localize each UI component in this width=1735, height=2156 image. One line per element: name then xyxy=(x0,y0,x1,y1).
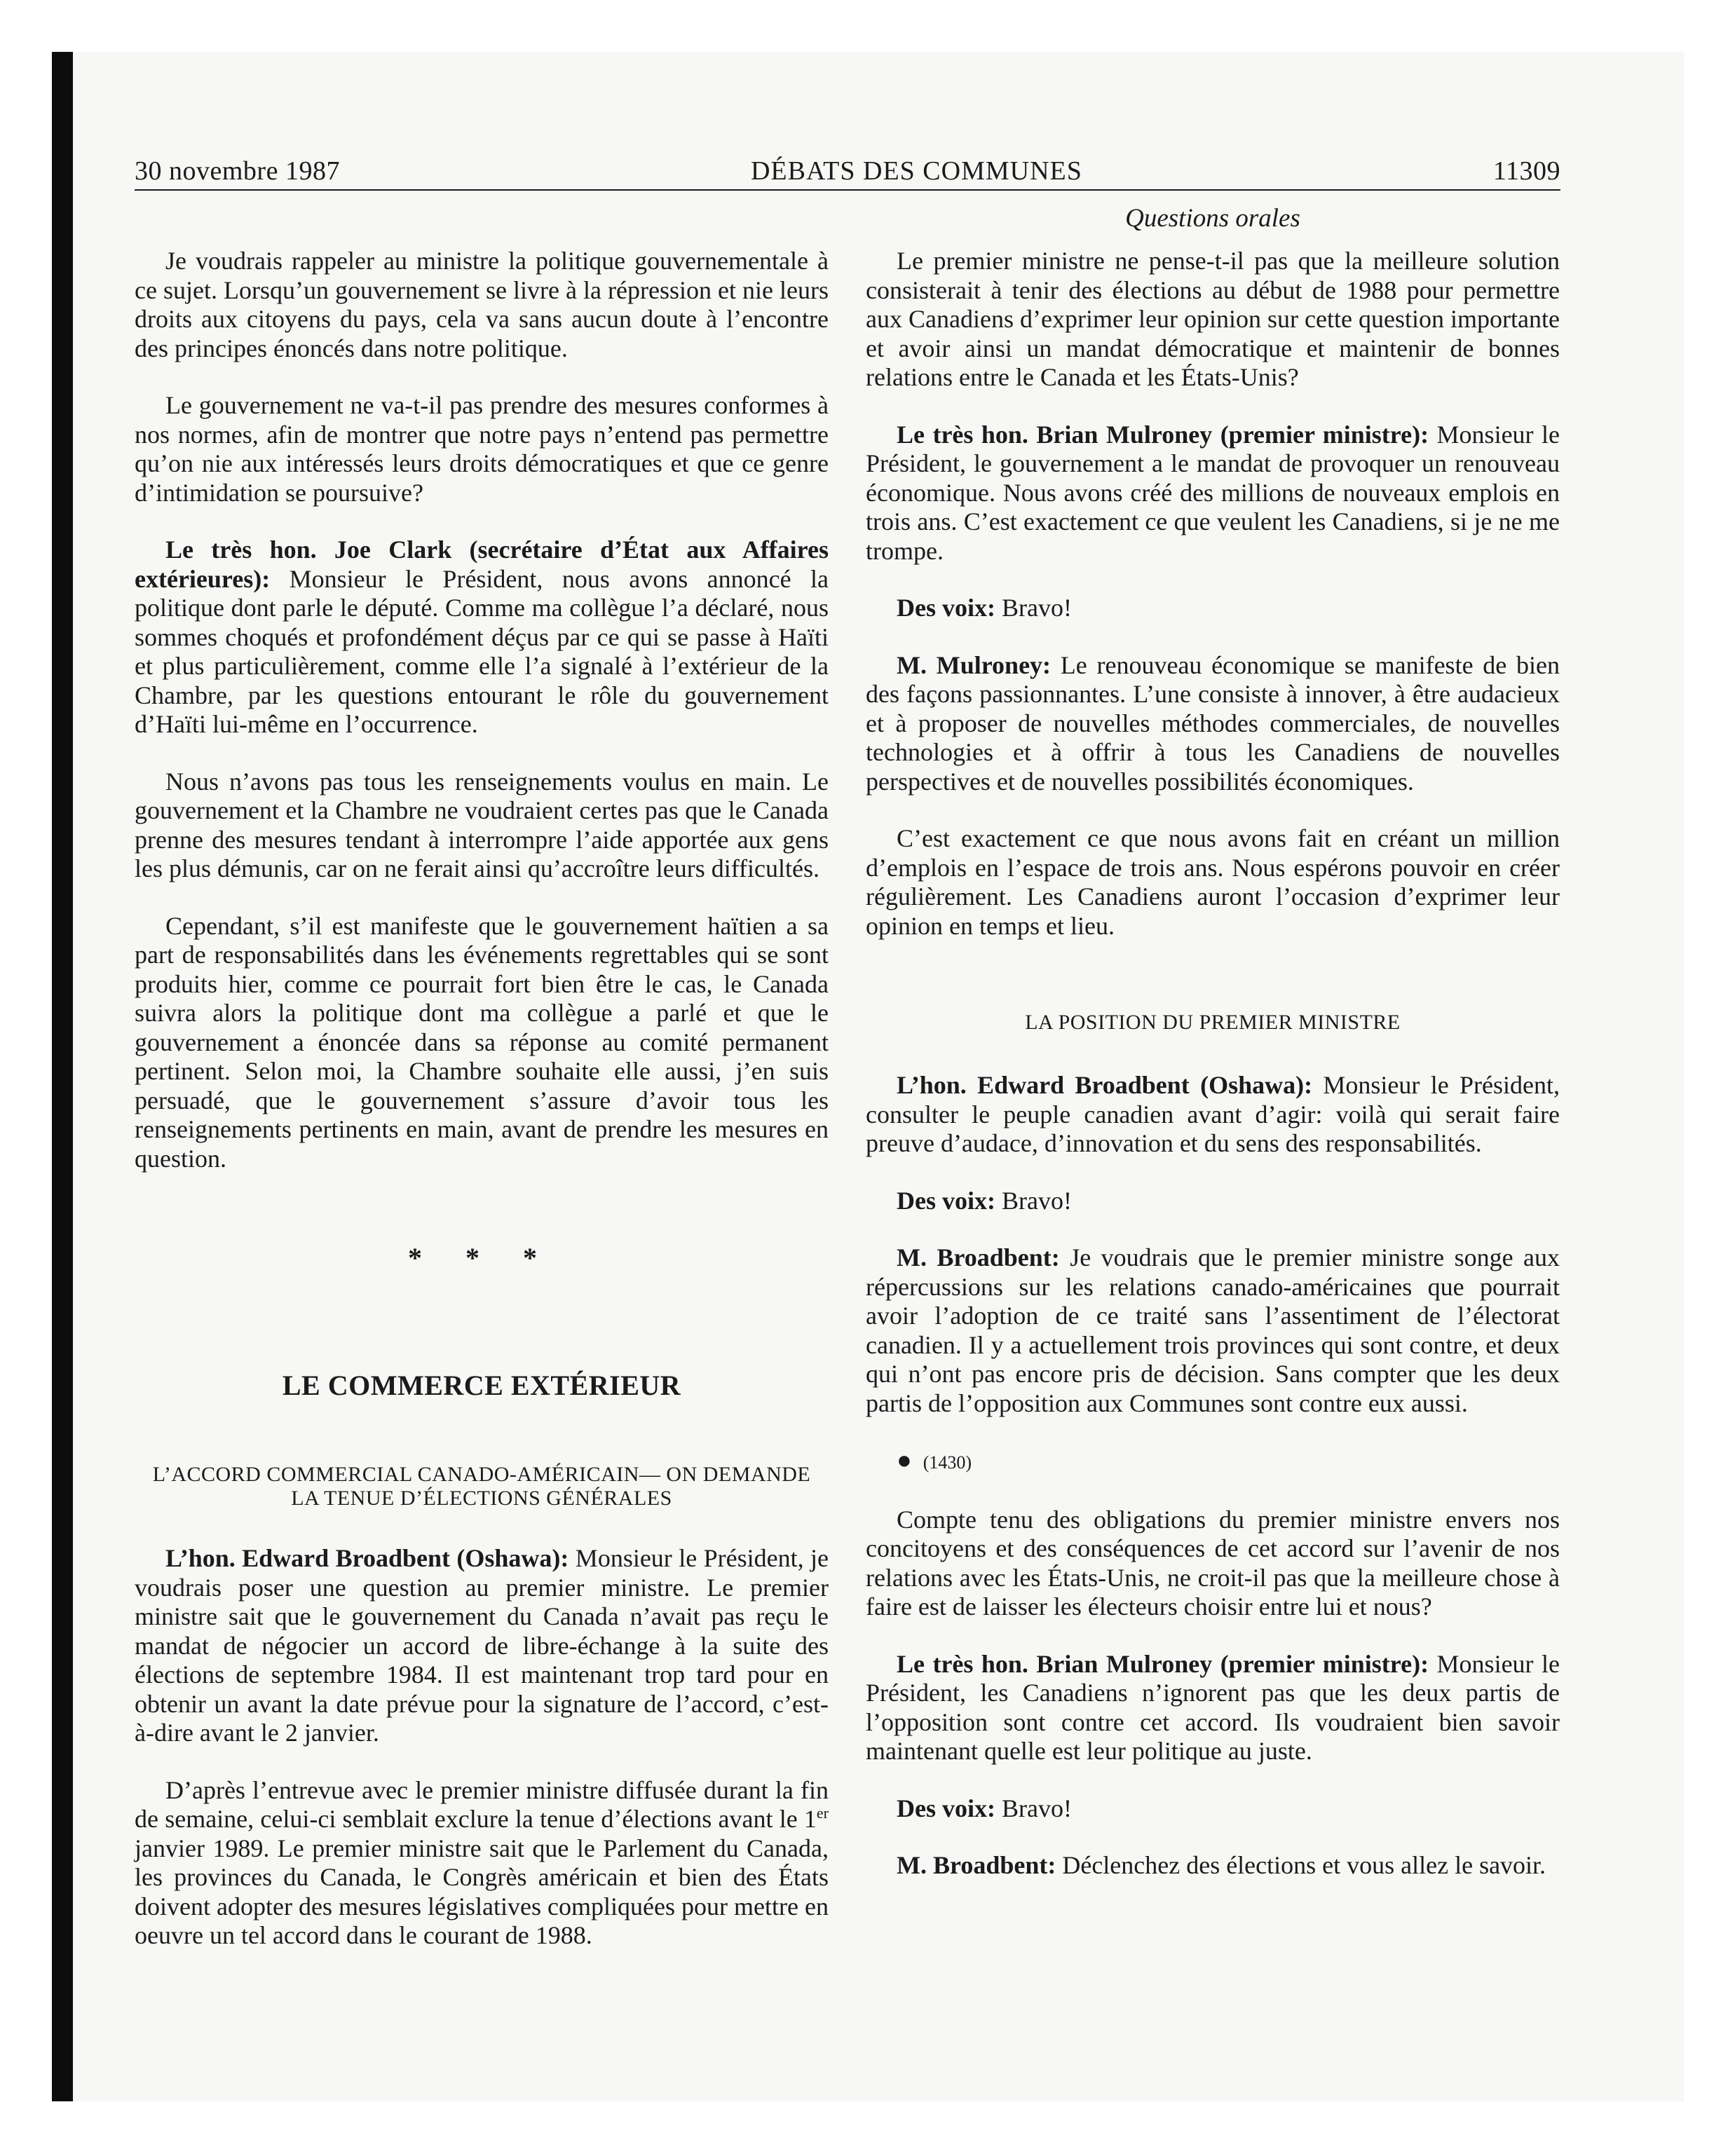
speech-text: janvier 1989. Le premier ministre sait que le Parlement du Canada, les provinces du Canada, le Congrès américain et bien des États doivent adopter des mesures législatives compliquées pour mettre en oeuvre un tel accord dans le courant de 1988. xyxy=(135,1834,829,1949)
speech-text: Monsieur le Président, le gouvernement a le mandat de provoquer un renouveau économique. Nous avons créé des millions de nouveaux emplois en trois ans. C’est exactement ce que veulent les Canadiens, si je ne me trompe. xyxy=(866,420,1560,565)
section-subtitle-line: LA TENUE D’ÉLECTIONS GÉNÉRALES xyxy=(291,1487,672,1510)
section-title: LE COMMERCE EXTÉRIEUR xyxy=(282,1369,681,1401)
speech-text: Je voudrais que le premier ministre songe aux répercussions sur les relations canado-américaines que pourrait avoir l’adoption de ce traité sans l’assentiment de l’électorat canadien. Il y a actuellement trois provinces qui sont contre, et deux qui n’ont pas encore pris de décision. Sans compter que les deux partis de l’opposition aux Communes sont contre eux aussi. xyxy=(866,1243,1560,1417)
speech-text: Bravo! xyxy=(995,1794,1072,1822)
right-column xyxy=(866,247,1560,1909)
paragraph xyxy=(866,421,1560,566)
speech-text: Bravo! xyxy=(995,1186,1072,1215)
paragraph xyxy=(866,1851,1560,1881)
section-subtitle xyxy=(135,1463,829,1510)
speech-text: Monsieur le Président, nous avons annoncé la politique dont parle le député. Comme ma collègue l’a déclaré, nous sommes choqués et profondément déçus par ce qui se passe à Haïti et plus particulièrement, comme elle l’a signalé à l’extérieur de la Chambre, par les questions entourant le rôle du gouvernement d’Haïti lui-même en l’occurrence. xyxy=(135,564,829,738)
speaker-name: L’hon. Edward Broadbent (Oshawa): xyxy=(897,1071,1313,1099)
paragraph xyxy=(866,1071,1560,1159)
left-column xyxy=(135,247,829,1979)
paragraph xyxy=(135,1544,829,1748)
speech-text: Bravo! xyxy=(995,594,1072,622)
section-separator: * * * xyxy=(408,1242,555,1274)
header-date: 30 novembre 1987 xyxy=(135,156,340,186)
ordinal-suffix: er xyxy=(816,1804,829,1822)
paragraph: Le premier ministre ne pense-t-il pas que la meilleure solution consisterait à tenir des élections au début de 1988 pour permettre aux Canadiens d’exprimer leur opinion sur cette question importante et avoir ainsi un mandat démocratique et maintenir de bonnes relations entre le Canada et les États-Unis? xyxy=(866,247,1560,391)
speech-text: Déclenchez des élections et vous allez le savoir. xyxy=(1056,1851,1546,1879)
scan-edge xyxy=(52,52,73,2101)
speech-text: Monsieur le Président, les Canadiens n’ignorent pas que les deux partis de l’opposition sont contre cet accord. Ils voudraient bien savoir maintenant quelle est leur politique au juste. xyxy=(866,1649,1560,1765)
header-title: DÉBATS DES COMMUNES xyxy=(750,156,1082,186)
paragraph xyxy=(135,535,829,739)
speaker-name: Le très hon. Joe Clark (secrétaire d’État aux Affaires extérieures): xyxy=(135,535,829,593)
paragraph: Cependant, s’il est manifeste que le gouvernement haïtien a sa part de responsabilités dans les événements regrettables qui se sont produits hier, comme ce pourrait fort bien être le cas, le Canada suivra alors la politique dont ma collègue a parlé et que le gouvernement a énoncée dans sa réponse au comité permanent pertinent. Selon moi, la Chambre souhaite elle aussi, j’en suis persuadé, que le gouvernement s’assure d’avoir tous les renseignements pertinents en main, avant de prendre les mesures en question. xyxy=(135,911,829,1173)
speaker-name: M. Broadbent: xyxy=(897,1243,1060,1271)
speaker-name: Des voix: xyxy=(897,1186,995,1215)
paragraph xyxy=(866,1650,1560,1766)
paragraph xyxy=(866,1794,1560,1824)
paragraph: Nous n’avons pas tous les renseignements voulus en main. Le gouvernement et la Chambre ne voudraient certes pas que le Canada prenne des mesures tendant à interrompre l’aide apportée aux gens les plus démunis, car on ne ferait ainsi qu’accroître leurs difficultés. xyxy=(135,767,829,882)
header-page-number: 11309 xyxy=(1492,156,1560,186)
section-subtitle: LA POSITION DU PREMIER MINISTRE xyxy=(1025,1011,1401,1034)
speaker-name: M. Broadbent: xyxy=(897,1851,1056,1879)
speaker-name: Le très hon. Brian Mulroney (premier ministre): xyxy=(897,420,1429,449)
time-marker xyxy=(866,1446,1560,1478)
paragraph: Le gouvernement ne va-t-il pas prendre des mesures conformes à nos normes, afin de montrer que notre pays n’entend pas permettre qu’on nie aux intéressés leurs droits démocratiques et que ce genre d’intimidation se poursuive? xyxy=(135,391,829,507)
speech-text: Monsieur le Président, consulter le peuple canadien avant d’agir: voilà qui serait faire preuve d’audace, d’innovation et du sens des responsabilités. xyxy=(866,1071,1560,1157)
paragraph: Je voudrais rappeler au ministre la politique gouvernementale à ce sujet. Lorsqu’un gouvernement se livre à la répression et nie leurs droits aux citoyens du pays, cela va sans aucun doute à l’encontre des principes énoncés dans notre politique. xyxy=(135,247,829,362)
speaker-name: Des voix: xyxy=(897,594,995,622)
paragraph xyxy=(866,594,1560,623)
running-header xyxy=(135,156,1560,186)
time-marker-text: (1430) xyxy=(923,1452,972,1473)
speech-text: D’après l’entrevue avec le premier ministre diffusée durant la fin de semaine, celui-ci semblait exclure la tenue d’élections avant le 1 xyxy=(135,1775,829,1833)
speaker-name: Des voix: xyxy=(897,1794,995,1822)
paragraph xyxy=(866,1187,1560,1216)
bullet-icon: ● xyxy=(897,1446,912,1474)
speech-text: Monsieur le Président, je voudrais poser une question au premier ministre. Le premier ministre sait que le gouvernement du Canada n’avait pas reçu le mandat de négocier un accord de libre-échange à la suite des élections de septembre 1984. Il est maintenant trop tard pour en obtenir un avant la date prévue pour la signature de l’accord, c’est-à-dire avant le 2 janvier. xyxy=(135,1544,829,1747)
paragraph xyxy=(135,1776,829,1951)
paragraph xyxy=(866,1243,1560,1418)
section-subtitle-line: L’ACCORD COMMERCIAL CANADO-AMÉRICAIN— ON DEMANDE xyxy=(152,1463,811,1486)
section-subheader: Questions orales xyxy=(1125,204,1300,233)
speech-text: Le renouveau économique se manifeste de bien des façons passionnantes. L’une consiste à innover, à être audacieux et à proposer de nouvelles méthodes commerciales, de nouvelles technologies et à offrir à tous les Canadiens de nouvelles perspectives et de nouvelles possibilités économiques. xyxy=(866,650,1560,796)
speaker-name: Le très hon. Brian Mulroney (premier ministre): xyxy=(897,1649,1429,1678)
header-rule xyxy=(135,189,1560,191)
paragraph: C’est exactement ce que nous avons fait en créant un million d’emplois en l’espace de trois ans. Nous espérons pouvoir en créer régulièrement. Les Canadiens auront l’occasion d’exprimer leur opinion en temps et lieu. xyxy=(866,824,1560,940)
speaker-name: L’hon. Edward Broadbent (Oshawa): xyxy=(165,1544,569,1572)
paragraph xyxy=(866,651,1560,797)
paragraph: Compte tenu des obligations du premier ministre envers nos concitoyens et des conséquences de cet accord sur l’avenir de nos relations avec les États-Unis, ne croit-il pas que la meilleure chose à faire est de laisser les électeurs choisir entre lui et nous? xyxy=(866,1505,1560,1621)
speaker-name: M. Mulroney: xyxy=(897,650,1052,679)
